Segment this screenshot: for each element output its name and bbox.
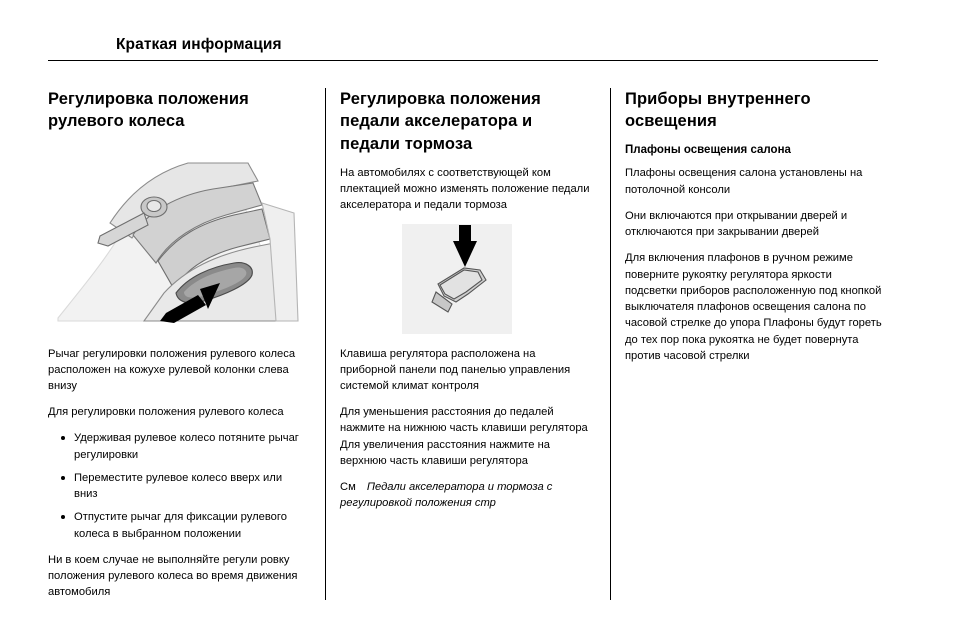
pedal-adjust-switch-illustration [340, 224, 590, 334]
see-also-reference: Педали акселератора и тормоза с регулировкой положения стр [340, 481, 553, 510]
col3-paragraph-3: Для включения плафонов в ручном режиме поверните рукоятку регулятора яркости подсветки приборов расположенную под кнопкой выключателя плафонов освещения салона по часовой стрелке до упора Плафоны будут гореть до тех пор пока рукоятка не будет повернута против часовой стрелки [625, 252, 882, 362]
column-steering-wheel-adjust [48, 88, 325, 600]
list-item: Отпустите рычаг для фиксации рулевого колеса в выбранном положении [74, 509, 303, 541]
col2-heading: Регулировка положения педали акселератора и педали тормоза [340, 90, 541, 153]
see-also-prefix: См [340, 481, 356, 494]
page-header [48, 36, 878, 61]
col3-heading: Приборы внутреннего освещения [625, 90, 811, 131]
col1-bullet-list [48, 430, 303, 541]
col3-subheading: Плафоны освещения салона [625, 143, 791, 156]
col1-warning-paragraph: Ни в коем случае не выполняйте регули ровку положения рулевого колеса во время движения автомобиля [48, 553, 298, 599]
list-item: Удерживая рулевое колесо потяните рычаг регулировки [74, 430, 303, 462]
column-pedal-adjust [325, 88, 610, 600]
col1-paragraph-1: Рычаг регулировки положения рулевого колеса расположен на кожухе рулевой колонки слева внизу [48, 347, 296, 392]
col1-heading: Регулировка положения рулевого колеса [48, 90, 249, 131]
col2-see-also [340, 479, 592, 511]
col2-intro-paragraph: На автомобилях с соответствующей ком плектацией можно изменять положение педали акселератора и педали тормоза [340, 166, 590, 212]
list-item: Переместите рулевое колесо вверх или вниз [74, 470, 303, 502]
col3-paragraph-1: Плафоны освещения салона установлены на потолочной консоли [625, 167, 863, 196]
col1-paragraph-2: Для регулировки положения рулевого колеса [48, 406, 284, 419]
page-title: Краткая информация [116, 36, 282, 53]
column-interior-lighting [610, 88, 882, 600]
col2-paragraph-1: Клавиша регулятора расположена на приборной панели под панелью управления системой климат контроля [340, 347, 571, 392]
content-columns [48, 88, 882, 600]
col3-paragraph-2: Они включаются при открывании дверей и отключаются при закрывании дверей [625, 209, 848, 239]
col2-paragraph-2: Для уменьшения расстояния до педалей нажмите на нижнюю часть клавиши регулятора Для увеличения расстояния нажмите на верхнюю часть клавиши регулятора [340, 406, 588, 467]
steering-column-lever-illustration [48, 143, 303, 338]
header-divider [48, 60, 878, 61]
